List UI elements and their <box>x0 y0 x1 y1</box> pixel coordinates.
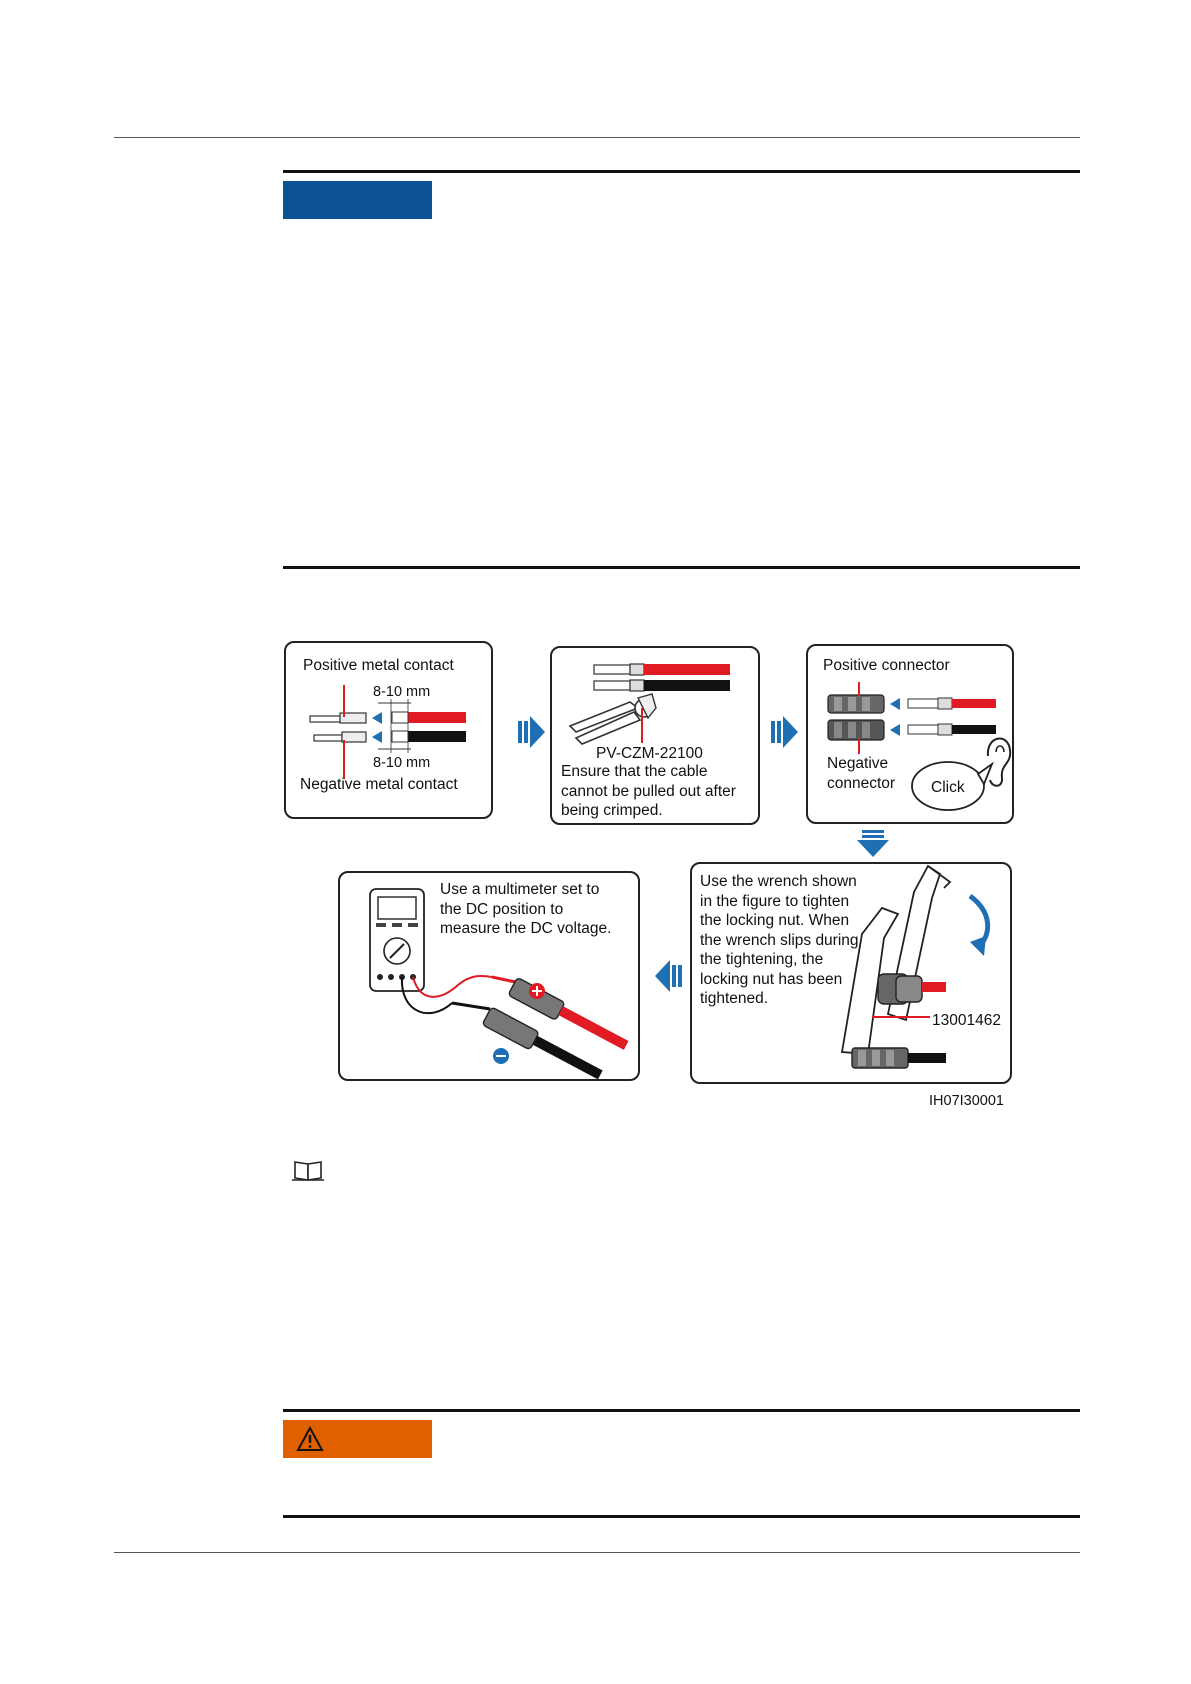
warning-top-rule <box>283 1409 1080 1412</box>
negative-connector-label: Negative connector <box>827 755 896 792</box>
click-label: Click <box>931 779 965 796</box>
positive-connector-label: Positive connector <box>823 657 950 674</box>
negative-metal-contact-label: Negative metal contact <box>300 776 458 793</box>
warning-bottom-rule <box>283 1515 1080 1518</box>
figure-code: IH07I30001 <box>929 1093 1004 1109</box>
strip-length-top: 8-10 mm <box>373 684 431 700</box>
crimp-note: Ensure that the cable cannot be pulled out after being crimped. <box>561 763 736 819</box>
positive-metal-contact-label: Positive metal contact <box>303 657 454 674</box>
multimeter-note: Use a multimeter set to the DC position to measure the DC voltage. <box>440 881 612 937</box>
wrench-note: Use the wrench shown in the figure to tighten the locking nut. When the wrench slips during the tightening, the locking nut has been tightened. <box>700 873 859 1007</box>
warning-badge <box>283 1420 432 1458</box>
warning-triangle-icon <box>297 1426 323 1452</box>
wrench-part-number: 13001462 <box>932 1012 1001 1029</box>
footer-rule <box>114 1552 1080 1553</box>
crimp-tool-model: PV-CZM-22100 <box>596 745 703 762</box>
strip-length-bottom: 8-10 mm <box>373 755 431 771</box>
